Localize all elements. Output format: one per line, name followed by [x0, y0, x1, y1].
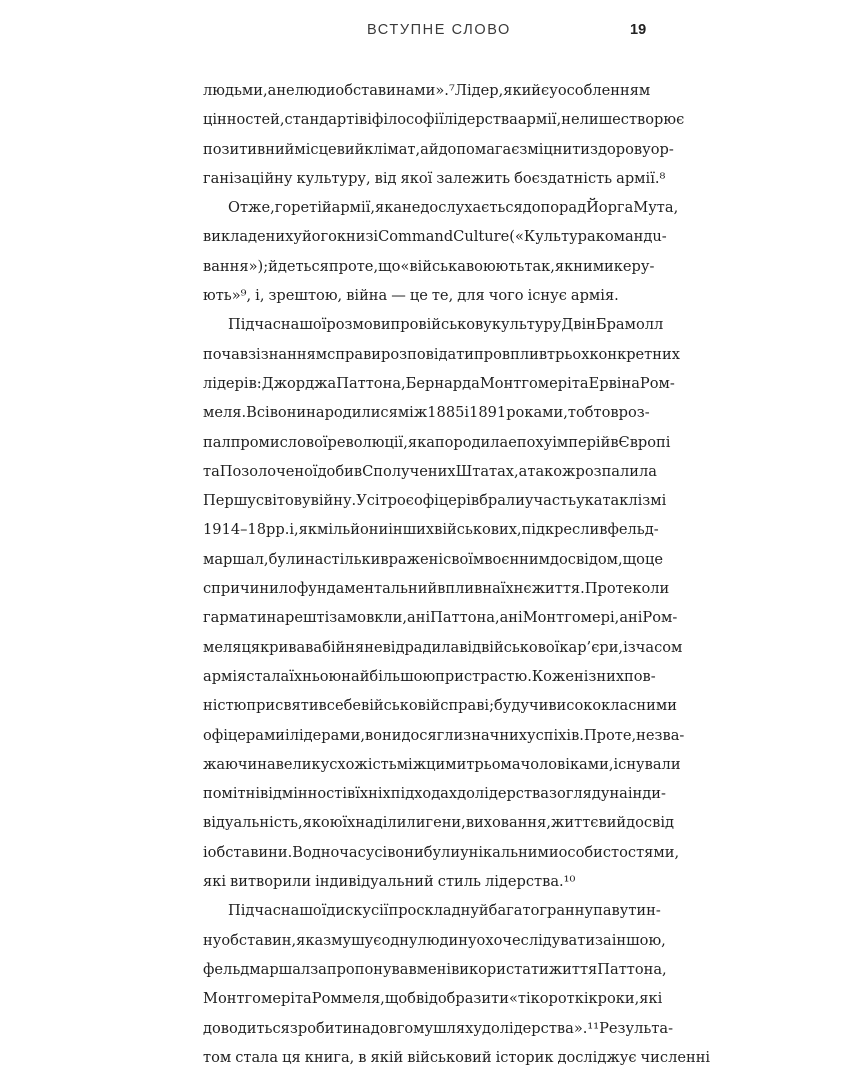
- text-line: ну обставин, яка змушує одну людину охоче слідувати за іншою,: [203, 931, 666, 949]
- text-line: почав зі знанням справи розповідати про вплив трьох конкретних: [203, 345, 680, 363]
- text-line: доводиться зробити на довгому шляху до лідерства».¹¹ Результа-: [203, 1019, 674, 1037]
- text-line: 1914–18 рр. і, як мільйони інших військових, підкреслив фельд-: [203, 521, 659, 539]
- text-line: вання»); йдеться про те, що «війська воюють так, як ними керу-: [203, 257, 655, 275]
- page-number: 19: [630, 22, 647, 38]
- text-line: фельдмаршал запропонував мені використати життя Паттона,: [203, 960, 667, 978]
- text-line: ють»⁹, і, зрештою, війна — це те, для чого існує армія.: [203, 287, 619, 305]
- text-line: том стала ця книга, в якій військовий історик досліджує численні: [203, 1048, 711, 1066]
- text-line: пал промислової революції, яка породила епоху імперій в Європі: [203, 433, 671, 451]
- text-line: офіцерами і лідерами, вони досягли значних успіхів. Проте, незва-: [203, 726, 685, 744]
- text-line: які витворили індивідуальний стиль лідерства.¹⁰: [203, 873, 576, 891]
- text-line: меля ця кривава бійня не відрадила від військової кар’єри, і з часом: [203, 638, 683, 656]
- text-line: маршал, були настільки вражені своїм воєнним досвідом, що це: [203, 550, 663, 568]
- text-line: відуальність, якою їх наділили гени, виховання, життєвий досвід: [203, 814, 674, 832]
- text-line: ганізаційну культуру, від якої залежить боєздатність армії.⁸: [203, 169, 666, 187]
- text-line: позитивний місцевий клімат, а й допомагає зміцнити здорову ор-: [203, 140, 674, 158]
- text-line: ністю присвятив себе військовій справі; будучи висококласними: [203, 697, 677, 715]
- text-line: Отже, горе тій армії, яка не дослухається до порад Йорга Мута,: [228, 199, 679, 217]
- text-line: Першу світову війну. Усі троє офіцерів брали участь у катаклізмі: [203, 492, 667, 510]
- text-line: гармати нарешті замовкли, ані Паттона, ані Монтгомері, ані Ром-: [203, 609, 678, 627]
- text-line: помітні відмінності в їхніх підходах до лідерства з огляду на інди-: [203, 785, 666, 803]
- text-line: лідерів: Джорджа Паттона, Бернарда Монтгомері та Ервіна Ром-: [203, 374, 675, 392]
- running-header: [0, 22, 850, 46]
- text-line: армія стала їхньою найбільшою пристрастю. Кожен із них пов-: [203, 667, 656, 685]
- text-line: людьми, а не люди обставинами».⁷ Лідер, який є уособленням: [203, 82, 651, 99]
- text-line: викладених у його книзі Command Culture («Культура командu-: [203, 228, 667, 246]
- section-title: ВСТУПНЕ СЛОВО: [367, 22, 511, 38]
- text-line: і обставини. Водночас усі вони були унікальними особистостями,: [203, 843, 680, 861]
- text-line: Під час нашої дискусії про складну й багатогранну павутин-: [228, 902, 661, 920]
- text-line: Монтгомері та Роммеля, щоб відобразити «ті короткі кроки, які: [203, 990, 663, 1008]
- text-line: цінностей, стандартів і філософії лідерства армії, не лише створює: [203, 111, 685, 129]
- text-line: та Позолоченої доби в Сполучених Штатах, а також розпалила: [203, 462, 657, 480]
- text-line: меля. Всі вони народилися між 1885 і 1891 роками, тобто в роз-: [203, 404, 650, 422]
- text-line: жаючи на велику схожість між цими трьома чоловіками, існували: [203, 755, 681, 773]
- body-text: [203, 76, 711, 1072]
- text-line: Під час нашої розмови про військову культуру Двін Брамолл: [228, 316, 664, 334]
- text-line: спричинило фундаментальний вплив на їхнє життя. Проте коли: [203, 580, 670, 598]
